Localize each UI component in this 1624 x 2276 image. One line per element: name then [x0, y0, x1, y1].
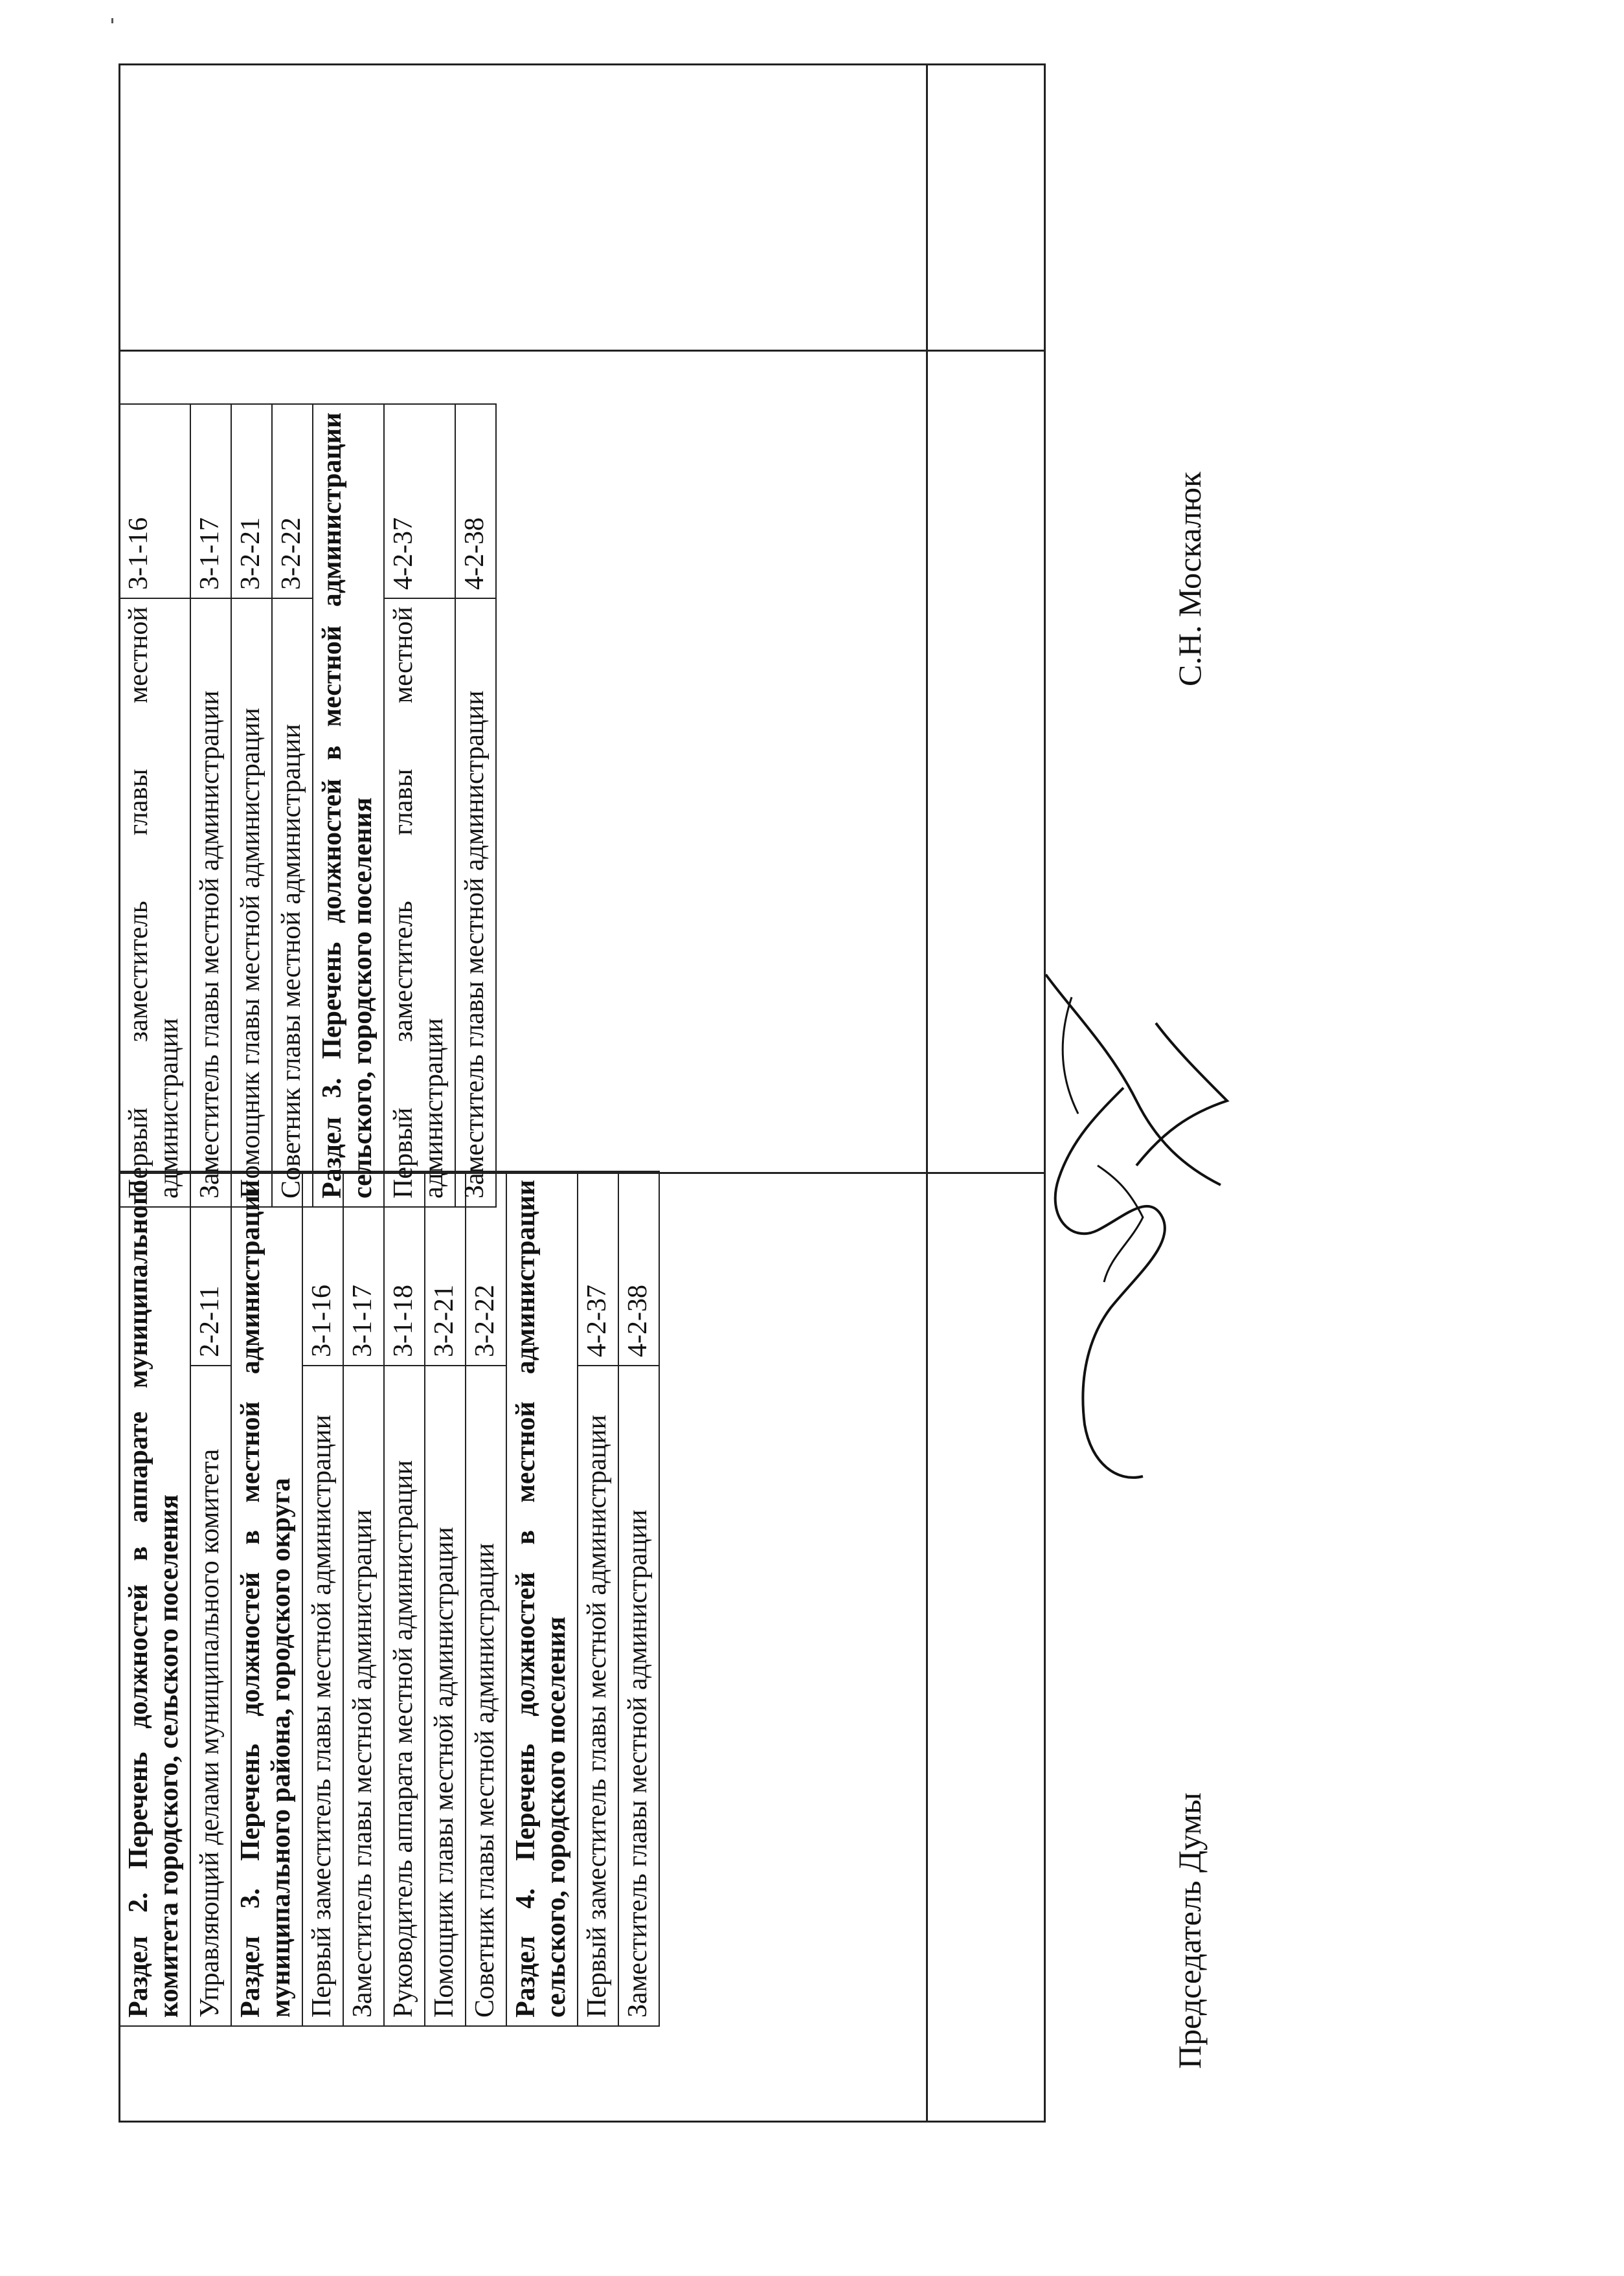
position-code: 4-2-38 [618, 1171, 659, 1366]
table-row [618, 1171, 659, 2026]
position-code: 3-1-17 [343, 1171, 384, 1366]
position-name: Первый заместитель главы местной администрации [119, 598, 190, 1207]
table-row [425, 1171, 466, 2026]
table-row [302, 1171, 343, 2026]
table-row [578, 1171, 618, 2026]
right-table [118, 403, 497, 1208]
position-name: Заместитель главы местной администрации [618, 1366, 659, 2026]
table-row [119, 404, 190, 1207]
position-name: Первый заместитель главы местной администрации [302, 1366, 343, 2026]
table-row [231, 404, 272, 1207]
table-row [190, 1171, 231, 2026]
position-code: 3-1-17 [190, 404, 231, 598]
position-name: Заместитель главы местной администрации [455, 598, 496, 1207]
section-heading: Раздел 2. Перечень должностей в аппарате муниципального комитета городского, сельского поселения [119, 1171, 190, 2026]
position-code: 4-2-38 [455, 404, 496, 598]
position-name: Помощник главы местной администрации [425, 1366, 466, 2026]
table-row [384, 404, 455, 1207]
position-name: Управляющий делами муниципального комитета [190, 1366, 231, 2026]
section-heading: Раздел 3. Перечень должностей в местной администрации муниципального района, городского округа [231, 1171, 302, 2026]
position-name: Советник главы местной администрации [272, 598, 313, 1207]
section-heading: Раздел 3. Перечень должностей в местной администрации сельского, городского поселения [313, 404, 384, 1207]
position-code: 2-2-11 [190, 1171, 231, 1366]
table-row [343, 1171, 384, 2026]
signature-mark [1033, 971, 1240, 1489]
chair-name: С.Н. Москалюк [1171, 471, 1208, 686]
left-table-wrap [118, 1171, 660, 2027]
chair-label: Председатель Думы [1171, 1792, 1208, 2069]
table-row [272, 404, 313, 1207]
table-row [455, 404, 496, 1207]
frame-divider [926, 63, 928, 2123]
position-name: Первый заместитель главы местной администрации [578, 1366, 618, 2026]
position-name: Помощник главы местной администрации [231, 598, 272, 1207]
position-code: 3-1-16 [302, 1171, 343, 1366]
table-row [466, 1171, 506, 2026]
right-table-wrap [118, 403, 497, 1208]
table-row [190, 404, 231, 1207]
position-code: 3-1-18 [384, 1171, 425, 1366]
table-row [384, 1171, 425, 2026]
section-row [231, 1171, 302, 2026]
section-row [313, 404, 384, 1207]
position-code: 3-2-21 [231, 404, 272, 598]
left-table [118, 1171, 660, 2027]
position-name: Заместитель главы местной администрации [343, 1366, 384, 2026]
section-row [119, 1171, 190, 2026]
position-code: 3-2-21 [425, 1171, 466, 1366]
position-code: 4-2-37 [384, 404, 455, 598]
section-heading: Раздел 4. Перечень должностей в местной администрации сельского, городского поселения [506, 1171, 578, 2026]
position-name: Первый заместитель главы местной администрации [384, 598, 455, 1207]
position-code: 3-2-22 [272, 404, 313, 598]
section-row [506, 1171, 578, 2026]
position-code: 4-2-37 [578, 1171, 618, 1366]
scan-mark [111, 18, 113, 23]
frame-hdivider-top [118, 350, 1046, 352]
position-name: Заместитель главы местной администрации [190, 598, 231, 1207]
position-code: 3-1-16 [119, 404, 190, 598]
position-name: Советник главы местной администрации [466, 1366, 506, 2026]
position-code: 3-2-22 [466, 1171, 506, 1366]
position-name: Руководитель аппарата местной администрации [384, 1366, 425, 2026]
